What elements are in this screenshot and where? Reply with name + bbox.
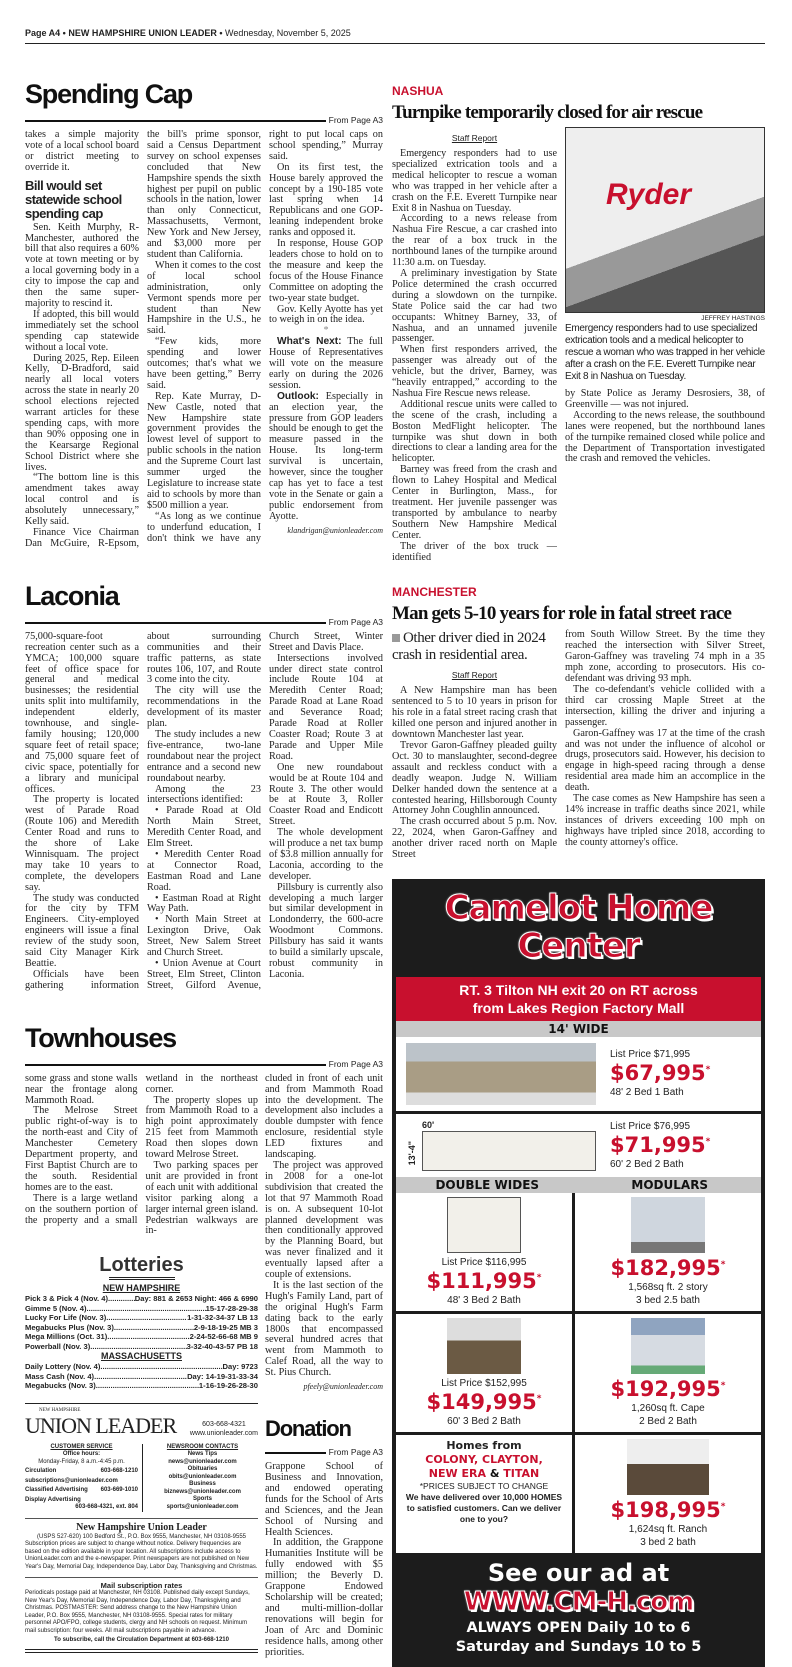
jump-rule (25, 110, 383, 125)
jump-label: From Page A3 (326, 115, 383, 125)
paragraph: Trevor Garon-Gaffney pleaded guilty Oct. 30 to manslaughter, second-degree assault and reckless conduct with a deadly weapon. Judge N. William Delker handed down the sentence at a contested hearing, Hillsborough County Attorney John Coughlin announced. (392, 739, 557, 817)
deck (392, 630, 557, 664)
paragraph: A preliminary investigation by State Police determined the crash occurred during a slowdown on the turnpike. State Police said the car had two occupants: Whitney Barney, 33, of Nashua, and an unnamed juvenile passenger. (392, 267, 557, 345)
contact-value: 603-668-4321, ext. 804 (75, 1504, 138, 1511)
section-title: Spending Cap (25, 79, 193, 109)
price-disclaimer: *PRICES SUBJECT TO CHANGE (419, 1480, 549, 1491)
home-spec: 1,624sq ft. Ranch (628, 1523, 708, 1535)
ad-title-line1: Camelot Home (444, 887, 713, 928)
paragraph: Two parking spaces per unit are provided in front of each unit with additional visitor parking along a larger internal green island. Pedestrian walkways are in- (145, 1159, 258, 1237)
paragraph: “Few kids, more spending and lower outcomes; that's what we have been getting,” Berry said. (147, 336, 261, 391)
paragraph: Grappone School of Business and Innovation, and endowed operating funds for the School of Arts and Sciences, and the Jean School of Nursing and Health Sciences. (265, 1461, 383, 1538)
paragraph: The whole development will produce a net tax bump of $3.8 million annually for Laconia, according to the developer. (269, 827, 384, 882)
office-hours: Monday-Friday, 8 a.m.-4:45 p.m. (38, 1458, 125, 1465)
home-photo (631, 1197, 705, 1253)
author-email: klandrigan@unionleader.com (287, 525, 383, 535)
logo-text: UNION LEADER (25, 1412, 177, 1438)
mail-rates-note: Periodicals postage paid at Manchester, NH 03108. Published daily except Sundays, New Year's Day, Memorial Day, Independence Day, Labor Day, Thanksgiving and Christmas. POSTMASTER: Send address change to the New Hampshire Union Leader, P.O. Box 9555, Manchester, NH 03108-9555. Special rates for military personnel APO/FPO, college students, clergy and NH schools on request. Minimum mail subscription: four weeks. All mail subscriptions payable in advance. (25, 1590, 250, 1634)
paragraph: Barney was freed from the crash and flown to Lahey Hospital and Medical Center in Burlington, Mass., for treatment. Her juvenile passenger was transported by ambulance to nearby Southern New Hampshire Medical Center. (392, 464, 557, 541)
manchester-body-continued (565, 630, 765, 848)
home-spec: 3 bed 2.5 bath (636, 1294, 700, 1306)
manchester-kicker: MANCHESTER (392, 585, 477, 600)
paragraph: The property slopes up from Mammoth Road to a high point approximately 215 feet from Mammoth Road then slopes down toward Melrose Street. (145, 1094, 258, 1161)
list-price: List Price $76,995 (610, 1120, 691, 1132)
paragraph: The study includes a new five-entrance, two-lane roundabout near the project entrance and a second new roundabout nearby. (147, 728, 261, 784)
manchester-headline: Man gets 5-10 years for role in fatal street race (392, 603, 732, 625)
newsroom-contact (147, 1451, 258, 1466)
game-result: 15-17-28-29-38 (205, 1303, 258, 1313)
section-title: Laconia (25, 580, 119, 611)
section-title: Townhouses (25, 1022, 177, 1053)
paragraph: The Melrose Street public right-of-way is to the north-east and City of Manchester Cemetery Department property, and First Baptist Church are to the south. Residential homes are to the east. (25, 1105, 138, 1193)
sale-price: $182,995 (610, 1255, 721, 1280)
floorplan-height: 13'-4" (407, 1140, 417, 1165)
paragraph: • Eastman Road at Right Way Path. (147, 892, 261, 915)
manchester-article (392, 585, 765, 861)
article-body-continued (265, 1074, 383, 1392)
subhead: Bill would set statewide school spending cap (25, 177, 122, 221)
game-name: Gimme 5 (Nov. 4) (25, 1303, 87, 1313)
nashua-body-continued (565, 389, 765, 465)
contact-label: Sports (192, 1496, 212, 1503)
separator: * (323, 325, 329, 337)
home-spec: 48' 2 Bed 1 Bath (610, 1087, 684, 1099)
asterisk: * (705, 1136, 711, 1147)
paragraph (269, 337, 383, 392)
paragraph: by State Police as Jeramy Desrosiers, 38, of Greenville — was not injured. (565, 388, 765, 410)
paragraph: According to a news release from Nashua Fire Rescue, a car crashed into the rear of a box truck in the northbound lanes of the turnpike around 11:30 a.m. on Tuesday. (392, 213, 557, 269)
sale-price: $198,995 (610, 1497, 721, 1522)
location-line2: from Lakes Region Factory Mall (472, 999, 685, 1016)
list-price: List Price $116,995 (441, 1256, 527, 1268)
double-wide-2 (396, 1314, 572, 1432)
crash-photo (565, 127, 765, 313)
paragraph: Garon-Gaffney was 17 at the time of the crash and was not under the influence of alcohol or drugs, prosecutors said. However, his decision to engage in high-speed racing through a dense residential area made him an accomplice in the death. (565, 727, 765, 794)
floorplan (447, 1197, 521, 1253)
lottery-row (25, 1372, 258, 1382)
hours-daily: ALWAYS OPEN Daily 10 to 6 (466, 1619, 691, 1636)
lottery-row (25, 1342, 258, 1352)
game-result: 1-31-32-34-37 LB 13 (187, 1313, 258, 1323)
paper-name: New Hampshire Union Leader (76, 1521, 207, 1533)
modular-1 (575, 1193, 761, 1311)
paragraph: cluded in front of each unit and from Mammoth Road into the development. The development also includes a double dumpster with fence enclosure, residential style LED fixtures and landscaping. (265, 1072, 383, 1161)
contact-label: Classified Advertising (25, 1487, 88, 1494)
game-name: Mass Cash (Nov. 4) (25, 1371, 95, 1381)
asterisk: * (705, 1065, 711, 1076)
townhouses-article (25, 1022, 383, 1659)
paragraph: The study was conducted for the city by TFM Engineers. City-employed engineers will issue a final review of the study soon, said City Manager Kirk Beattie. (25, 892, 139, 969)
paragraph-text: Especially in an election year, the pressure from GOP leaders should be enough to get the measure passed in the House. Its long-term survival is uncertain, however, since the tougher cap has yet to face a test vote in the Senate or gain a public endorsement from Ayotte. (269, 390, 383, 522)
deck-text: Other driver died in 2024 crash in residential area. (392, 630, 546, 664)
sale-price: $111,995 (426, 1268, 537, 1293)
paragraph: The project was approved in 2008 for a one-lot subdivision that created the lot that 97 Mammoth Road is on. A subsequent 10-lot planned development was then conditionally approved by the Planning Board, but was never finalized and it eventually lapsed after a couple of extensions. (265, 1159, 383, 1281)
nashua-kicker: NASHUA (392, 84, 444, 98)
website-link[interactable]: www.unionleader.com (189, 1429, 258, 1437)
camelot-home-center-ad[interactable] (392, 879, 765, 1667)
logo-small-text: NEW HAMPSHIRE (39, 1407, 81, 1413)
lead-in: Outlook: (277, 390, 319, 402)
paragraph: takes a simple majority vote of a local school board or district meeting to override it. (25, 129, 139, 173)
cs-title: CUSTOMER SERVICE (50, 1443, 113, 1450)
jump-rule (25, 612, 383, 627)
lottery-row (25, 1332, 258, 1342)
ad-location (396, 977, 761, 1021)
game-result: 3-32-40-43-57 PB 18 (186, 1341, 258, 1351)
game-result: Day: 14-19-31-33-34 (187, 1371, 258, 1381)
jump-rule (25, 1054, 383, 1069)
home-spec: 2 Bed 2 Bath (639, 1415, 697, 1427)
contact-email[interactable]: news@unionleader.com (168, 1458, 237, 1465)
game-name: Megabucks Plus (Nov. 3) (25, 1322, 114, 1332)
laconia-article (25, 580, 383, 992)
ad-title-line2: Center (517, 925, 640, 966)
paragraph: “The bottom line is this amendment takes away local control and is absolutely unnecessary,” Kelly said. (25, 472, 139, 528)
game-result: Day: 881 & 2653 Night: 466 & 6990 (134, 1294, 258, 1304)
contact-email[interactable]: obits@unionleader.com (168, 1473, 237, 1480)
asterisk: * (720, 1259, 726, 1270)
asterisk: * (720, 1380, 726, 1391)
hours-weekend: Saturday and Sundays 10 to 5 (455, 1638, 702, 1655)
game-result: 2-24-52-66-68 MB 9 (189, 1332, 258, 1342)
paragraph: from South Willow Street. By the time they reached the intersection with Silver Street, Garon-Gaffney was traveling 74 mph in a 35 mph zone, according to prosecutors. His co-defendant was driving 93 mph. (565, 629, 765, 685)
byline: Staff Report (451, 670, 498, 681)
mail-rates-title: Mail subscription rates (100, 1581, 183, 1591)
article-body (25, 632, 383, 992)
lottery-row (25, 1381, 258, 1391)
see-our-ad: See our ad at (487, 1558, 670, 1587)
author-email: pfeely@unionleader.com (303, 1382, 383, 1392)
floorplan-width: 60' (422, 1119, 435, 1130)
paragraph-text: The full House of Representatives will vote on the measure early on during the 2026 session. (269, 336, 383, 391)
home-spec: 60' 3 Bed 2 Bath (447, 1415, 521, 1427)
paragraph: It is the last section of the Hugh's Family Land, part of the original Hugh's Farm dating back to the early 1800s that encompassed several hundred acres that went from Mammoth to Calef Road, all the way to St. Pius Church. (265, 1279, 383, 1379)
home-photo (447, 1318, 521, 1374)
game-name: Mega Millions (Oct. 31) (25, 1332, 108, 1342)
usps-line: (USPS 527-620) 100 Bedford St., P.O. Box 9555, Manchester, NH 03108-9555 (36, 1533, 246, 1540)
lotteries-title: Lotteries (99, 1254, 184, 1277)
paragraph: Gov. Kelly Ayotte has yet to weigh in on the idea. (269, 303, 383, 326)
location-line1: RT. 3 Tilton NH exit 20 on RT across (459, 981, 698, 998)
brand-new-era: NEW ERA (428, 1466, 486, 1480)
paragraph: If adopted, this bill would immediately set the school spending cap statewide without a local vote. (25, 308, 139, 353)
paragraph: When first responders arrived, the passenger was already out of the vehicle, but the driver, Barney, was “heavily entrapped,” according to the Nashua Fire Rescue news release. (392, 344, 557, 399)
brands-line1: COLONY, CLAYTON, (425, 1452, 543, 1466)
game-result: 2-9-18-19-25 MB 3 (193, 1322, 258, 1332)
paragraph: One new roundabout would be at Route 104 and Route 3. The other would be at Route 3, Roller Coaster Road and Endicott Street. (269, 761, 383, 828)
paragraph: The property is located west of Parade Road (Route 106) and Meredith Center Road and runs to the shore of Lake Winnisquam. The project may take 10 years to complete, the developers say. (25, 794, 139, 893)
jump-rule (265, 1442, 383, 1458)
list-price: List Price $71,995 (610, 1049, 691, 1061)
paragraph: Officials have been gathering information about surrounding communities and their traffic patterns, as state routes 106, 107, and Route 3 come into the city. (25, 630, 261, 991)
paragraph: The driver of the box truck — identified (392, 540, 557, 563)
paragraph: • North Main Street at Lexington Drive, Oak Street, New Salem Street and Church Street. (147, 914, 261, 959)
lotteries-box (25, 1253, 258, 1391)
home-spec: 1,568sq ft. 2 story (628, 1281, 708, 1293)
modulars-label: MODULARS (631, 1177, 709, 1192)
game-name: Powerball (Nov. 3) (25, 1341, 91, 1351)
contact-row (25, 1478, 138, 1486)
nh-label: NEW HAMPSHIRE (102, 1283, 181, 1294)
game-result: 1-16-19-26-28-30 (198, 1381, 258, 1391)
paragraph: some grass and stone walls near the frontage along Mammoth Road. (25, 1072, 138, 1106)
contact-row (25, 1487, 138, 1495)
photo-credit: JEFFREY HASTINGS (701, 315, 765, 322)
contact-label: Display Advertising (25, 1496, 81, 1503)
subscription-note: Subscription prices are subject to change without notice. Delivery frequencies are based on the edition available in your location. All subscriptions include access to UnionLeader.com and the e-newspaper. Print newspapers are not published on New Year's Day, Memorial Day, Independence Day, Labor Day, Thanksgiving and Christmas. (25, 1541, 258, 1570)
contact-label: Business (189, 1481, 216, 1488)
contact-row (25, 1468, 138, 1476)
double-wide-1 (396, 1193, 572, 1311)
photo-caption: Emergency responders had to use specialized extrication tools and a medical helicopter to rescue a woman who was trapped in her vehicle after a crash on the F.E. Everett Turnpike near Exit 8 in Nashua on Tuesday. (565, 323, 765, 382)
contact-label: News Tips (187, 1451, 218, 1458)
single-wide-label: 14' WIDE (396, 1021, 761, 1037)
jump-label: From Page A3 (326, 617, 383, 627)
newsroom-contact (147, 1496, 258, 1511)
page-folio (25, 28, 765, 44)
game-name: Daily Lottery (Nov. 4) (25, 1362, 101, 1372)
double-wides-label: DOUBLE WIDES (435, 1177, 540, 1192)
lottery-row (25, 1304, 258, 1314)
brand-titan: TITAN (503, 1466, 540, 1480)
contact-label: Obituaries (187, 1466, 218, 1473)
home-photo (631, 1318, 705, 1374)
folio-date: Wednesday, November 5, 2025 (225, 28, 351, 38)
article-body (265, 1462, 383, 1658)
lottery-row (25, 1313, 258, 1323)
jump-label: From Page A3 (326, 1447, 383, 1457)
contact-email[interactable]: biznews@unionleader.com (164, 1488, 241, 1495)
nashua-article (392, 84, 765, 563)
byline: Staff Report (451, 133, 498, 143)
paragraph: Sen. Keith Murphy, R-Manchester, authored the bill that also requires a 60% vote at town meeting or by a local governing body in a city to impose the cap and then the same super-majority to rescind it. (25, 221, 140, 309)
sale-price: $67,995 (610, 1061, 706, 1086)
paragraph: On its first test, the House barely approved the concept by a 190-185 vote last spring when 14 Republicans and one GOP-leaning independent broke ranks and opposed it. (269, 161, 383, 239)
lead-in: What's Next: (277, 336, 342, 348)
game-name: Pick 3 & Pick 4 (Nov. 4) (25, 1294, 109, 1304)
jump-label: From Page A3 (326, 1059, 383, 1069)
game-name: Lucky For Life (Nov. 3) (25, 1313, 107, 1323)
paragraph: During 2025, Rep. Eileen Kelly, D-Bradford, said nearly all local voters across the state in nearly 20 school elections rejected warrant articles for these spending caps, with more than 90% opposing one in the Kearsarge Regional School District where she lives. (25, 352, 139, 473)
floorplan (422, 1131, 596, 1171)
donation-article (265, 1416, 383, 1658)
newsroom-contact (147, 1481, 258, 1496)
paragraph: In response, House GOP leaders chose to hold on to the measure and keep the focus of the House Finance Committee on adopting the two-year state budget. (269, 238, 383, 304)
paragraph: • Meredith Center Road at Connector Road, Eastman Road and Lane Road. (147, 848, 261, 893)
sale-price: $71,995 (610, 1132, 706, 1157)
home-photo (627, 1439, 709, 1495)
folio-page: Page A4 • NEW HAMPSHIRE UNION LEADER • (25, 28, 223, 38)
paragraph: The crash occurred about 5 p.m. Nov. 22, 2024, when Garon-Gaffney and another driver raced north on Maple Street (392, 816, 557, 861)
paragraph: Finance Vice Chairman Dan McGuire, R-Epsom, the bill's prime sponsor, said a Census Department survey on school expenses concluded that New Hampshire spends the sixth highest per pupil on public schools in the nation, lower than only Connecticut, Massachusetts, Vermont, New York and New Jersey, and $3,000 more per student than California. (25, 129, 261, 549)
contact-row (25, 1497, 138, 1512)
paragraph: Among the 23 intersections identified: (147, 783, 261, 806)
paragraph: Additional rescue units were called to the scene of the crash, including a Boston MedFlight helicopter. The turnpike was shut down in both directions to clear a landing area for the helicopter. (392, 398, 557, 465)
contact-email[interactable]: sports@unionleader.com (166, 1503, 239, 1510)
home-spec: 48' 3 Bed 2 Bath (447, 1294, 521, 1306)
paragraph: Rep. Kate Murray, D-New Castle, noted that New Hampshire state government provides the lowest level of support to public schools in the nation and the Supreme Court last summer urged the Legislature to increase state aid to schools by more than $500 million a year. (147, 390, 261, 511)
home-photo (406, 1043, 596, 1105)
contact-value: 603-668-1210 (100, 1468, 138, 1475)
paragraph: Pillsbury is currently also developing a much larger but similar development in Londonderry, the 600-acre Woodmont Commons. Pillsbury has said it wants to build a similarly upscale, robust community in Laconia. (269, 881, 383, 980)
brands-intro: Homes from (446, 1438, 522, 1452)
ryder-logo: Ryder (606, 178, 692, 211)
contact-value: 603-669-1010 (100, 1487, 138, 1494)
asterisk: * (536, 1393, 542, 1404)
brands-panel (396, 1435, 572, 1553)
home-listing-2 (396, 1114, 761, 1177)
paragraph: Emergency responders had to use specialized extrication tools and a medical helicopter to rescue a woman who was trapped in her vehicle after a crash on the F.E. Everett Turnpike near Exit 8 in Nashua on Tuesday. (392, 148, 557, 214)
paragraph: There is a large wetland on the southern portion of the property and a small wetland in the northeast corner. (25, 1072, 258, 1226)
contact-label: Circulation (25, 1468, 57, 1475)
nashua-body (392, 149, 557, 563)
asterisk: * (720, 1501, 726, 1512)
paragraph: The co-defendant's vehicle collided with a third car crossing Maple Street at the intersection, killing the driver and injuring a passenger. (565, 683, 765, 728)
list-price: List Price $152,995 (441, 1377, 527, 1389)
paragraph: 75,000-square-foot recreation center such as a YMCA; 100,000 square feet of office space for general and medical businesses; the residential units split into multifamily, independent elderly, townhouse, and single-family housing; 120,000 square feet of retail space; and 75,000 square feet of civic space, potentially for a library and municipal offices. (25, 630, 139, 795)
nr-title: NEWSROOM CONTACTS (166, 1443, 239, 1450)
home-spec: 60' 2 Bed 2 Bath (610, 1158, 684, 1170)
paragraph: • Union Avenue at Court Street, Elm Street, Clinton Street, Gilford Avenue, Church Street, Winter Street and Davis Place. (147, 630, 383, 991)
paragraph: “As long as we continue to underfund education, I don't think we have any right to put local caps on school spending,” Murray said. (147, 129, 383, 544)
paragraph: The case comes as New Hampshire has seen a 14% increase in traffic deaths since 2021, while instances of drivers exceeding 100 mph on highways have tripled since 2018, according to the county attorney's office. (565, 793, 765, 848)
office-hours-label: Office hours: (62, 1451, 101, 1458)
home-spec: 1,260sq ft. Cape (631, 1402, 705, 1414)
modular-2 (575, 1314, 761, 1432)
nashua-headline: Turnpike temporarily closed for air rescue (392, 102, 703, 123)
lottery-row (25, 1294, 258, 1304)
ad-website-link[interactable]: WWW.CM-H.com (463, 1586, 694, 1617)
delivered-note: We have delivered over 10,000 HOMES to satisfied customers. Can we deliver one to you? (405, 1491, 563, 1524)
game-name: Megabucks (Nov. 3) (25, 1381, 96, 1391)
newsroom-contact (147, 1466, 258, 1481)
sale-price: $149,995 (426, 1389, 537, 1414)
subscribe-line: To subscribe, call the Circulation Department at 603-668-1210 (54, 1637, 229, 1644)
paragraph: • Parade Road at Old North Main Street, Meredith Center Road, and Elm Street. (147, 805, 261, 850)
paragraph: The city will use the recommendations in the development of its master plan. (147, 685, 261, 730)
ampersand: & (489, 1466, 500, 1480)
paragraph: In addition, the Grappone Humanities Institute will be fully endowed with $5 million; the Beverly D. Grappone Endowed Scholarship will be created; and multi-million-dollar renovations will begin for Joan of Arc and Dominic residence halls, among other priorities. (265, 1537, 383, 1658)
contact-label: subscriptions@unionleader.com (25, 1477, 118, 1484)
union-leader-info-box (25, 1403, 258, 1653)
section-title: Donation (265, 1416, 351, 1442)
game-result: Day: 9723 (222, 1362, 258, 1372)
paragraph: According to the news release, the southbound lanes were reopened, but the northbound lanes of the turnpike remained closed while police and the Department of Transportation investigated the crash and removed the vehicles. (565, 409, 765, 465)
spending-cap-article (25, 78, 383, 550)
home-spec: 3 bed 2 bath (640, 1536, 696, 1548)
home-listing-1 (396, 1037, 761, 1111)
phone: 603-668-4321 (202, 1420, 246, 1428)
sale-price: $192,995 (610, 1376, 721, 1401)
paragraph: A New Hampshire man has been sentenced to 5 to 10 years in prison for his role in a fatal street racing crash that killed one person and injured another in downtown Manchester last year. (392, 685, 557, 741)
asterisk: * (536, 1272, 542, 1283)
article-body (25, 1074, 258, 1238)
paragraph (269, 392, 383, 523)
lottery-row (25, 1362, 258, 1372)
manchester-body (392, 686, 557, 861)
article-body (25, 130, 383, 550)
ma-label: MASSACHUSETTS (100, 1351, 182, 1362)
lottery-row (25, 1323, 258, 1333)
paragraph: When it comes to the cost of local school administration, only Vermont spends more per student than New Hampshire in the U.S., he said. (147, 259, 261, 337)
union-leader-logo (25, 1408, 176, 1438)
paragraph: Intersections involved under direct state control include Route 104 at Meredith Center Road; Parade Road at Lane Road and Severance Road; Parade Road at Roller Coaster Road; Route 3 at Parade and Upper Mile Road. (269, 652, 383, 762)
modular-3 (575, 1435, 761, 1553)
